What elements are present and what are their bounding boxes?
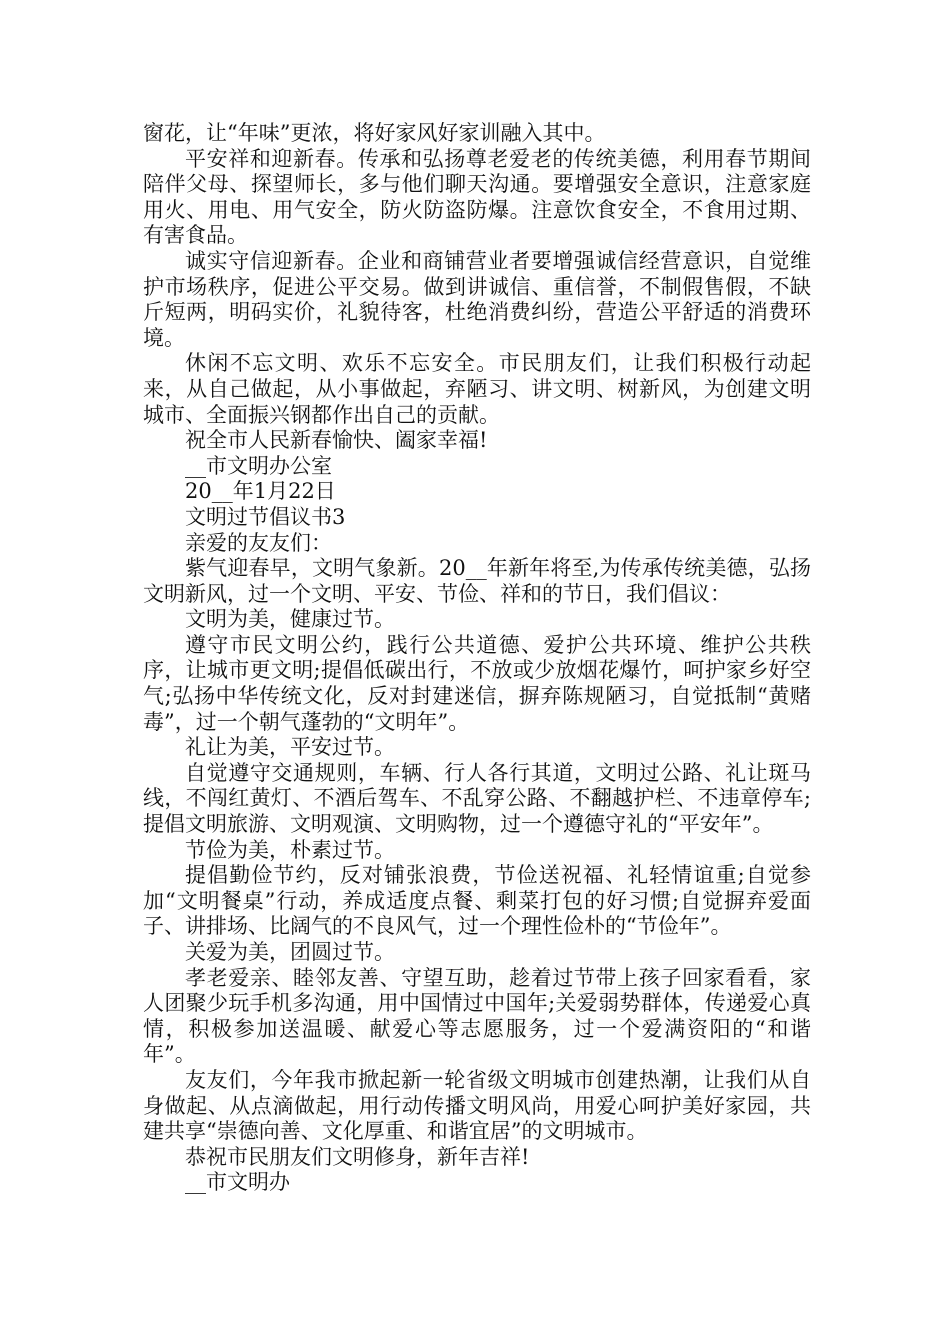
paragraph: 友友们，今年我市掀起新一轮省级文明城市创建热潮，让我们从自身做起、从点滴做起，用行动传播文明风尚，用爱心呵护美好家园，共建共享“崇德向善、文化厚重、和谐宜居”的文明城市。 <box>143 1067 811 1144</box>
paragraph: 窗花，让“年味”更浓，将好家风好家训融入其中。 <box>143 121 606 145</box>
subheading: 关爱为美，团圆过节。 <box>185 940 395 964</box>
closing-wish: 祝全市人民新春愉快、阖家幸福! <box>185 428 488 453</box>
signature-office: __市文明办 <box>185 1170 290 1195</box>
paragraph: 提倡勤俭节约，反对铺张浪费，节俭送祝福、礼轻情谊重;自觉参加“文明餐桌”行动，养成适度点餐、剩菜打包的好习惯;自觉摒弃爱面子、讲排场、比阔气的不良风气，过一个理性俭朴的“节俭年”。 <box>143 863 811 939</box>
closing-wish: 恭祝市民朋友们文明修身，新年吉祥! <box>185 1144 530 1169</box>
document-body <box>143 121 811 1196</box>
paragraph: 平安祥和迎新春。传承和弘扬尊老爱老的传统美德，利用春节期间陪伴父母、探望师长，多与他们聊天沟通。要增强安全意识，注意家庭用火、用电、用气安全，防火防盗防爆。注意饮食安全，不食用过期、有害食品。 <box>143 146 811 248</box>
paragraph: 诚实守信迎新春。企业和商铺营业者要增强诚信经营意识，自觉维护市场秩序，促进公平交易。做到讲诚信、重信誉，不制假售假，不缺斤短两，明码实价，礼貌待客，杜绝消费纠纷，营造公平舒适的消费环境。 <box>143 248 811 350</box>
section-title: 文明过节倡议书3 <box>185 504 346 529</box>
paragraph: 休闲不忘文明、欢乐不忘安全。市民朋友们，让我们积极行动起来，从自己做起，从小事做起，弃陋习、讲文明、树新风，为创建文明城市、全面振兴钢都作出自己的贡献。 <box>143 351 811 427</box>
signature-office: __市文明办公室 <box>185 453 332 478</box>
paragraph: 自觉遵守交通规则，车辆、行人各行其道，文明过公路、礼让斑马线，不闯红黄灯、不酒后驾车、不乱穿公路、不翻越护栏、不违章停车;提倡文明旅游、文明观演、文明购物，过一个遵德守礼的“平安年”。 <box>143 760 811 837</box>
subheading: 文明为美，健康过节。 <box>185 607 395 632</box>
paragraph: 遵守市民文明公约，践行公共道德、爱护公共环境、维护公共秩序，让城市更文明;提倡低碳出行，不放或少放烟花爆竹，呵护家乡好空气;弘扬中华传统文化，反对封建迷信，摒弃陈规陋习，自觉抵制“黄赌毒”，过一个朝气蓬勃的“文明年”。 <box>143 632 811 734</box>
subheading: 节俭为美，朴素过节。 <box>185 837 395 862</box>
salutation: 亲爱的友友们： <box>185 530 332 555</box>
subheading: 礼让为美，平安过节。 <box>185 735 395 760</box>
paragraph: 紫气迎春早，文明气象新。20__年新年将至,为传承传统美德，弘扬文明新风，过一个文明、平安、节俭、祥和的节日，我们倡议： <box>143 556 811 606</box>
paragraph: 孝老爱亲、睦邻友善、守望互助，趁着过节带上孩子回家看看，家人团聚少玩手机多沟通，用中国情过中国年;关爱弱势群体，传递爱心真情，积极参加送温暖、献爱心等志愿服务，过一个爱满资阳的“和谐年”。 <box>143 965 811 1067</box>
signature-date: 20__年1月22日 <box>185 479 336 504</box>
